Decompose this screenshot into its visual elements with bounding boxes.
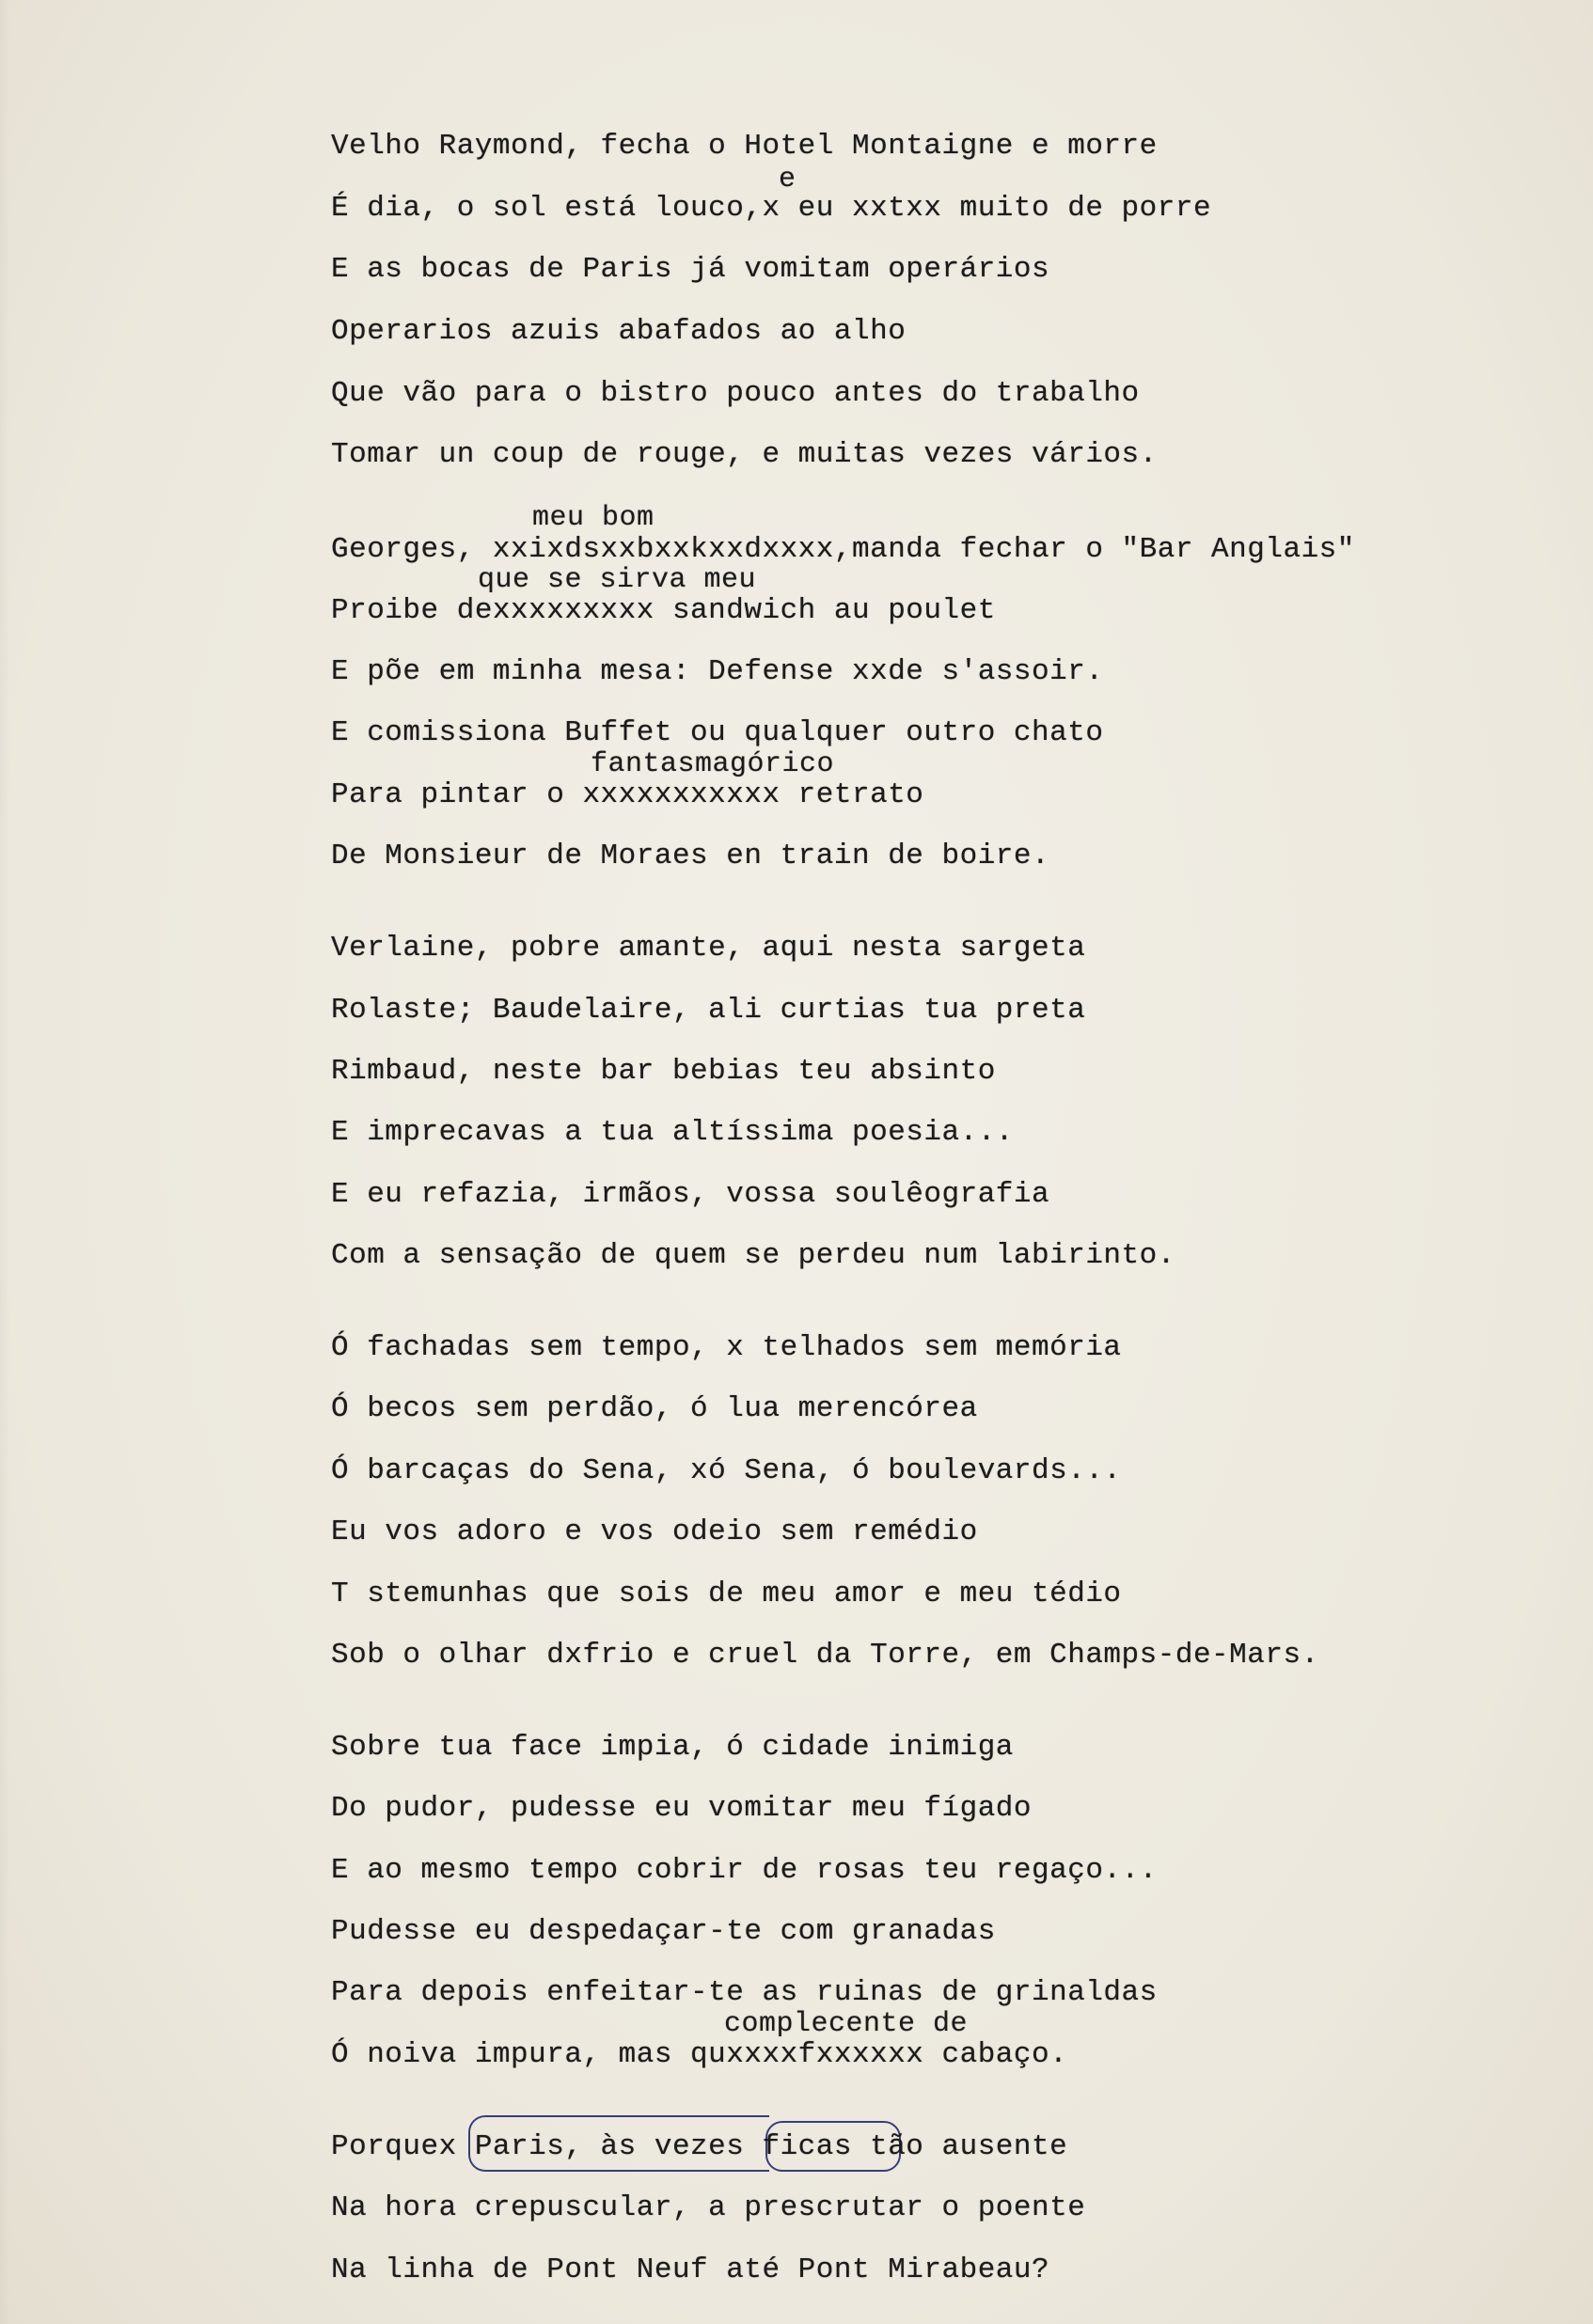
typed-insert: meu bom [532, 502, 655, 534]
poem-line: E ao mesmo tempo cobrir de rosas teu regaço... [331, 1854, 1158, 1887]
paper-edge-shadow [0, 0, 9, 2324]
typed-insert: que se sirva meu [478, 564, 757, 596]
poem-line: Com a sensação de quem se perdeu num labirinto. [331, 1239, 1175, 1272]
poem-line: Rolaste; Baudelaire, ali curtias tua preta [331, 994, 1086, 1027]
poem-line: E eu refazia, irmãos, vossa soulêografia [331, 1178, 1050, 1211]
poem-line: Na hora crepuscular, a prescrutar o poente [331, 2191, 1086, 2224]
poem-line: É dia, o sol está louco,x eu xxtxx muito de porre [331, 192, 1212, 225]
poem-line: Rimbaud, neste bar bebias teu absinto [331, 1055, 996, 1088]
poem-line: Sobre tua face impia, ó cidade inimiga [331, 1731, 1014, 1764]
poem-line: Tomar un coup de rouge, e muitas vezes vários. [331, 438, 1158, 471]
poem-line: Para pintar o xxxxxxxxxxx retrato [331, 778, 924, 811]
poem-line: Na linha de Pont Neuf até Pont Mirabeau? [331, 2253, 1050, 2286]
poem-line: E as bocas de Paris já vomitam operários [331, 253, 1050, 286]
poem-line: Eu vos adoro e vos odeio sem remédio [331, 1515, 978, 1548]
poem-line: Georges, xxixdsxxbxxkxxdxxxx,manda fechar o "Bar Anglais" [331, 533, 1355, 566]
typed-insert: fantasmagórico [591, 748, 835, 780]
poem-line: Para depois enfeitar-te as ruinas de grinaldas [331, 1976, 1158, 2009]
handwritten-insert: e [779, 164, 796, 196]
poem-line: Velho Raymond, fecha o Hotel Montaigne e morre [331, 130, 1158, 163]
poem-line: Ó noiva impura, mas quxxxxfxxxxxx cabaço. [331, 2038, 1068, 2071]
poem-line: Proibe dexxxxxxxxx sandwich au poulet [331, 594, 996, 627]
poem-line: Pudesse eu despedaçar-te com granadas [331, 1915, 996, 1948]
poem-line: E comissiona Buffet ou qualquer outro chato [331, 716, 1104, 749]
poem-line: Verlaine, pobre amante, aqui nesta sargeta [331, 932, 1086, 965]
poem-line: T stemunhas que sois de meu amor e meu tédio [331, 1578, 1122, 1610]
poem-line: Que vão para o bistro pouco antes do trabalho [331, 377, 1140, 410]
poem-line: De Monsieur de Moraes en train de boire. [331, 840, 1050, 872]
poem-line: Sob o olhar dxfrio e cruel da Torre, em Champs-de-Mars. [331, 1639, 1319, 1672]
poem-line: Operarios azuis abafados ao alho [331, 315, 907, 348]
poem-line: Do pudor, pudesse eu vomitar meu fígado [331, 1792, 1033, 1825]
poem-line: Ó fachadas sem tempo, x telhados sem memória [331, 1331, 1122, 1364]
poem-line: E põe em minha mesa: Defense xxde s'assoir. [331, 655, 1104, 688]
poem-line: Porquex Paris, às vezes ficas tão ausente [331, 2130, 1068, 2163]
poem-line: Ó barcaças do Sena, xó Sena, ó boulevards... [331, 1454, 1122, 1487]
poem-line: Ó becos sem perdão, ó lua merencórea [331, 1392, 978, 1425]
typed-insert: complecente de [724, 2008, 969, 2040]
poem-line: E imprecavas a tua altíssima poesia... [331, 1116, 1014, 1149]
